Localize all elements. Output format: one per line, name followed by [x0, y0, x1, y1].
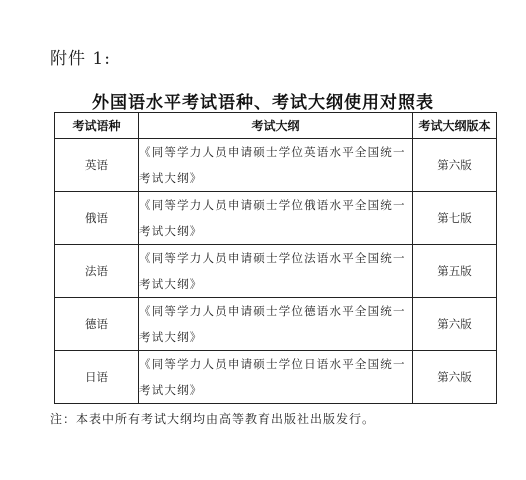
table-row	[55, 245, 497, 298]
outline-cell: 《同等学力人员申请硕士学位德语水平全国统一考试大纲》	[139, 298, 413, 351]
language-cell: 俄语	[55, 192, 139, 245]
version-cell: 第五版	[413, 245, 497, 298]
header-version: 考试大纲版本	[413, 113, 497, 139]
version-cell: 第六版	[413, 298, 497, 351]
version-cell: 第六版	[413, 351, 497, 404]
attachment-label: 附件 1:	[50, 49, 111, 69]
language-cell: 日语	[55, 351, 139, 404]
outline-cell: 《同等学力人员申请硕士学位英语水平全国统一考试大纲》	[139, 139, 413, 192]
language-cell: 德语	[55, 298, 139, 351]
exam-outline-table	[54, 112, 497, 404]
language-cell: 英语	[55, 139, 139, 192]
table-header-row	[55, 113, 497, 139]
outline-cell: 《同等学力人员申请硕士学位俄语水平全国统一考试大纲》	[139, 192, 413, 245]
table-row	[55, 351, 497, 404]
header-language: 考试语种	[55, 113, 139, 139]
language-cell: 法语	[55, 245, 139, 298]
table-title: 外国语水平考试语种、考试大纲使用对照表	[92, 93, 434, 113]
version-cell: 第六版	[413, 139, 497, 192]
table-row	[55, 192, 497, 245]
version-cell: 第七版	[413, 192, 497, 245]
header-outline: 考试大纲	[139, 113, 413, 139]
footnote: 注：本表中所有考试大纲均由高等教育出版社出版发行。	[50, 412, 376, 426]
outline-cell: 《同等学力人员申请硕士学位日语水平全国统一考试大纲》	[139, 351, 413, 404]
table-row	[55, 139, 497, 192]
table-row	[55, 298, 497, 351]
outline-cell: 《同等学力人员申请硕士学位法语水平全国统一考试大纲》	[139, 245, 413, 298]
